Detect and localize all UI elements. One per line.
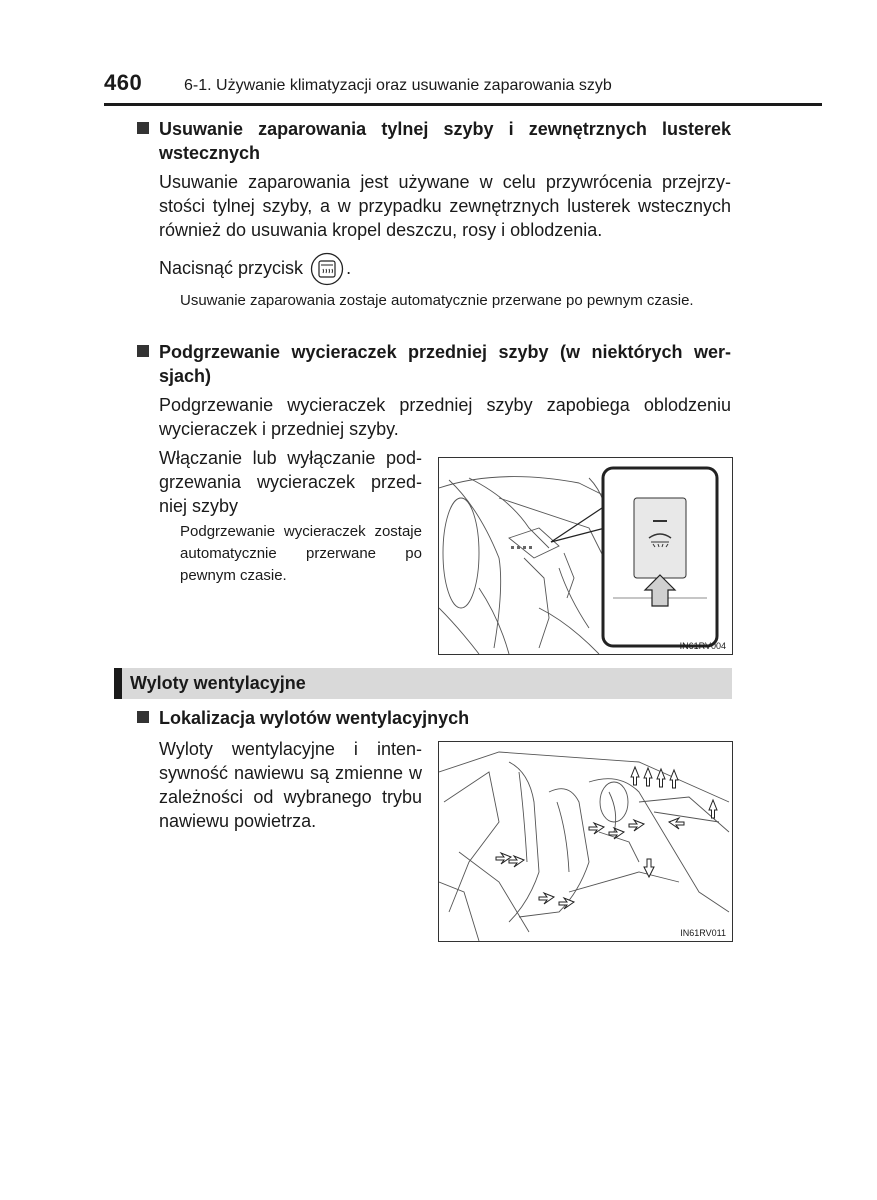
header-title: 6-1. Używanie klimatyzacji oraz usuwanie zaparowania szyb [184, 77, 612, 94]
press-end: . [346, 257, 352, 278]
rear-defog-heading [159, 117, 731, 165]
header-rule [104, 103, 822, 106]
section-bar-vents [114, 668, 732, 699]
page-number: 460 [104, 70, 143, 95]
dashboard-illustration [439, 458, 732, 654]
vent-location-body: Wyloty wentylacyjne i intensywność nawiewu są zmienne w zależności od wybranego trybu nawiewu powietrza. [159, 739, 422, 831]
section-bar-stripe [114, 668, 122, 699]
rear-defog-press-line [159, 252, 731, 286]
wiper-heater-body: Podgrzewanie wycieraczek przedniej szyby zapobiega oblodzeniu wycieraczek i przedniej szyby. [159, 395, 731, 439]
rear-defog-heading-text: Usuwanie zaparowania tylnej szyby i zewnętrznych lusterek wstecznych [159, 119, 731, 163]
wiper-heater-note: Podgrzewanie wycieraczek zostaje automatycznie przerwane po pewnym czasie. [180, 523, 422, 584]
figure-code: IN61RV011 [680, 928, 726, 938]
bullet-square-icon [137, 345, 149, 357]
vent-location-heading-text: Lokalizacja wylotów wentylacyjnych [159, 708, 470, 728]
section-title: Wyloty wentylacyjne [130, 673, 306, 693]
rear-defog-body: Usuwanie zaparowania jest używane w celu przywrócenia przejrzystości tylnej szyby, a w przypadku zewnętrznych lusterek wstecznych również do usuwania kropel deszczu, rosy i oblodzenia. [159, 172, 731, 240]
rear-defog-note: Usuwanie zaparowania zostaje automatycznie przerwane po pewnym czasie. [180, 292, 694, 309]
figure-code: IN61RV004 [679, 641, 726, 651]
rear-defog-button-icon [310, 252, 344, 286]
wiper-heater-figure [438, 457, 733, 655]
vent-location-heading [159, 706, 731, 730]
wiper-heater-heading-text: Podgrzewanie wycieraczek przedniej szyby (w niektórych wersjach) [159, 342, 731, 386]
wiper-heater-toggle-text: Włączanie lub wyłączanie podgrzewania wycieraczek przedniej szyby [159, 448, 422, 516]
vent-location-figure [438, 741, 733, 942]
wiper-heater-heading [159, 340, 731, 388]
press-text: Nacisnąć przycisk [159, 257, 304, 278]
cabin-vents-illustration [439, 742, 732, 941]
bullet-square-icon [137, 711, 149, 723]
bullet-square-icon [137, 122, 149, 134]
